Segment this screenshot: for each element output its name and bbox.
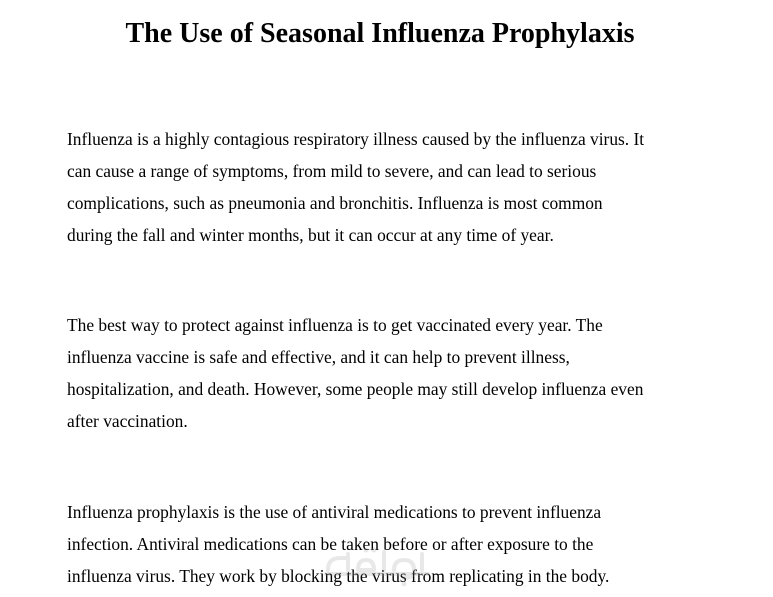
- paragraph-line: complications, such as pneumonia and bronchitis. Influenza is most common: [67, 193, 603, 213]
- paragraph-2: [67, 309, 707, 437]
- paragraph-line: influenza virus. They work by blocking the virus from replicating in the body.: [67, 566, 610, 586]
- paragraph-line: influenza vaccine is safe and effective, and it can help to prevent illness,: [67, 347, 570, 367]
- document-title: The Use of Seasonal Influenza Prophylaxis: [125, 18, 635, 49]
- paragraph-line: can cause a range of symptoms, from mild to severe, and can lead to serious: [67, 161, 597, 181]
- paragraph-line: after vaccination.: [67, 411, 188, 431]
- paragraph-line: Influenza is a highly contagious respiratory illness caused by the influenza virus. It: [67, 129, 645, 149]
- paragraph-line: during the fall and winter months, but it can occur at any time of year.: [67, 225, 554, 245]
- paragraph-line: The best way to protect against influenza is to get vaccinated every year. The: [67, 315, 603, 335]
- paragraph-1: [67, 123, 707, 251]
- paragraph-line: Influenza prophylaxis is the use of antiviral medications to prevent influenza: [67, 502, 602, 522]
- paragraph-line: infection. Antiviral medications can be taken before or after exposure to the: [67, 534, 594, 554]
- mostaql-logo-watermark-icon: [318, 540, 438, 588]
- paragraph-line: hospitalization, and death. However, some people may still develop influenza even: [67, 379, 644, 399]
